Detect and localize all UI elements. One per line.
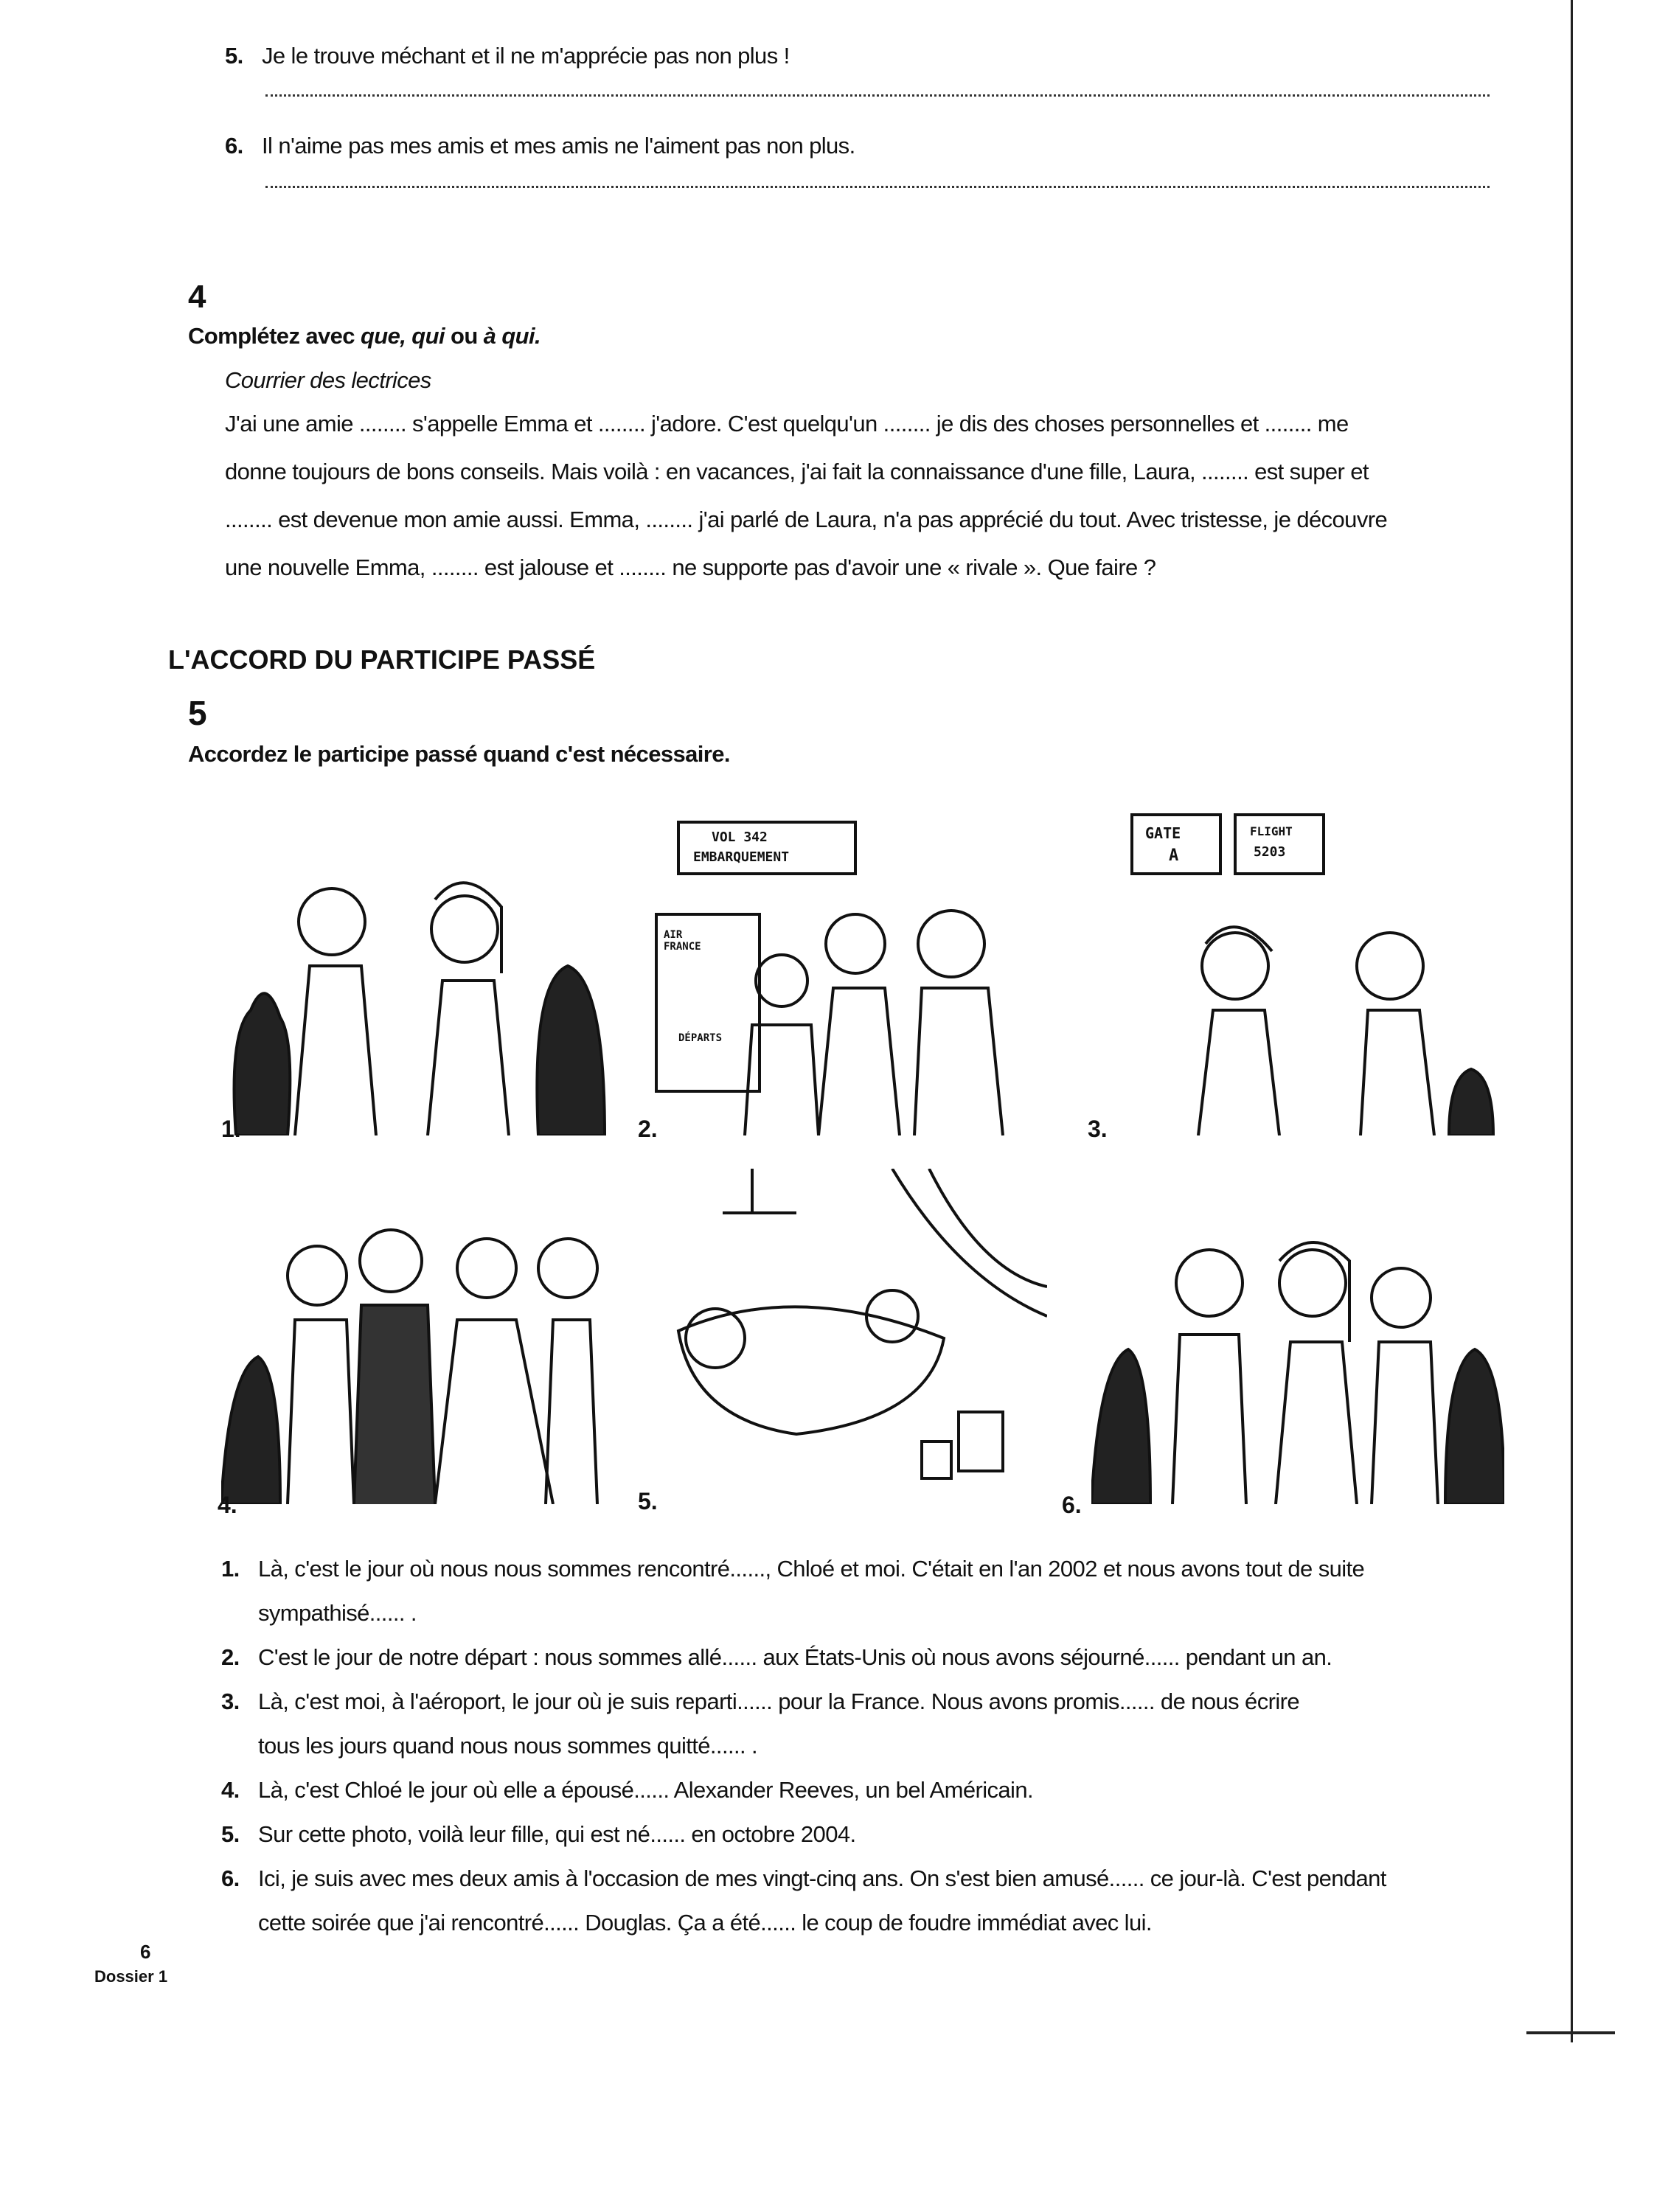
exercise-item <box>221 1768 1386 1812</box>
sign-text: GATE <box>1145 824 1181 842</box>
exercise-item-continued: cette soirée que j'ai rencontré...... Douglas. Ça a été...... le coup de foudre immédiat avec lui. <box>258 1910 1152 1935</box>
exercise-item <box>221 1547 1386 1591</box>
instruction-text: ou <box>444 323 484 349</box>
item-text: C'est le jour de notre départ : nous sommes allé...... aux États-Unis où nous avons séjourné...... pendant un an. <box>258 1644 1332 1670</box>
item-number: 4. <box>221 1777 240 1803</box>
sign-text: DÉPARTS <box>678 1032 723 1044</box>
item-number: 6. <box>225 133 243 159</box>
item-text: Là, c'est le jour où nous nous sommes rencontré......, Chloé et moi. C'était en l'an 2002 et nous avons tout de suite <box>258 1556 1365 1582</box>
instruction-text: Complétez avec <box>188 323 361 349</box>
item-text: Là, c'est Chloé le jour où elle a épousé...... Alexander Reeves, un bel Américain. <box>258 1777 1033 1803</box>
exercise-5-items <box>221 1547 1386 1945</box>
paragraph-line: J'ai une amie ........ s'appelle Emma et ........ j'adore. C'est quelqu'un ........ je dis des choses personnelles et ........ me <box>225 411 1349 437</box>
exercise-item-continued: tous les jours quand nous nous sommes quitté...... . <box>258 1733 758 1759</box>
illustration-airport-gate <box>1088 796 1501 1142</box>
answer-line[interactable] <box>265 186 1490 188</box>
illustration-friends-meeting <box>221 848 619 1142</box>
item-number: 5. <box>225 43 243 69</box>
exercise-5-instruction: Accordez le participe passé quand c'est nécessaire. <box>188 741 730 767</box>
picture-label: 2. <box>638 1116 658 1142</box>
prev-item-5 <box>225 43 790 69</box>
item-text: Là, c'est moi, à l'aéroport, le jour où je suis reparti...... pour la France. Nous avons promis...... de nous écrire <box>258 1688 1299 1714</box>
item-text: Il n'aime pas mes amis et mes amis ne l'aiment pas non plus. <box>262 133 855 159</box>
illustration-birthday-friends <box>1062 1217 1504 1518</box>
paragraph-line: donne toujours de bons conseils. Mais voilà : en vacances, j'ai fait la connaissance d'une fille, Laura, ........ est super et <box>225 459 1369 484</box>
answer-line[interactable] <box>265 94 1490 97</box>
picture-label: 5. <box>638 1488 658 1514</box>
sign-text: VOL 342 <box>712 830 768 845</box>
item-number: 6. <box>221 1865 240 1891</box>
item-number: 5. <box>221 1821 240 1847</box>
exercise-item <box>221 1680 1386 1724</box>
exercise-item <box>221 1857 1386 1901</box>
prev-item-6 <box>225 133 855 159</box>
item-text: Sur cette photo, voilà leur fille, qui est né...... en octobre 2004. <box>258 1821 856 1847</box>
exercise-4-instruction <box>188 323 541 349</box>
item-number: 2. <box>221 1644 240 1670</box>
page-edge-base <box>1526 2031 1615 2034</box>
paragraph-line: une nouvelle Emma, ........ est jalouse et ........ ne supporte pas d'avoir une « rivale ». Que faire ? <box>225 554 1156 580</box>
section-title: L'ACCORD DU PARTICIPE PASSÉ <box>168 644 596 675</box>
page-edge-rule <box>1571 0 1573 2042</box>
sign-text: AIR FRANCE <box>664 929 701 953</box>
sign-text: FLIGHT <box>1250 824 1293 838</box>
picture-label: 1. <box>221 1116 241 1142</box>
dossier-label: Dossier 1 <box>94 1967 168 1986</box>
instruction-words: que, qui <box>360 323 445 349</box>
instruction-words: à qui. <box>483 323 541 349</box>
exercise-item-continued: sympathisé...... . <box>258 1600 417 1626</box>
sign-text: A <box>1169 846 1179 865</box>
picture-label: 4. <box>218 1492 237 1518</box>
sign-text: 5203 <box>1254 844 1286 860</box>
illustration-airport-departure <box>638 818 1047 1142</box>
exercise-item <box>221 1635 1386 1680</box>
page-number: 6 <box>140 1941 151 1963</box>
illustration-baby-cradle <box>638 1169 1047 1514</box>
item-number: 1. <box>221 1556 240 1582</box>
exercise-4-subtitle: Courrier des lectrices <box>225 367 431 393</box>
item-number: 3. <box>221 1688 240 1714</box>
sign-text: EMBARQUEMENT <box>693 849 790 865</box>
item-text: Ici, je suis avec mes deux amis à l'occasion de mes vingt-cinq ans. On s'est bien amusé...... ce jour-là. C'est pendant <box>258 1865 1386 1891</box>
exercise-item <box>221 1812 1386 1857</box>
paragraph-line: ........ est devenue mon amie aussi. Emma, ........ j'ai parlé de Laura, n'a pas apprécié du tout. Avec tristesse, je découvre <box>225 507 1388 532</box>
picture-label: 3. <box>1088 1116 1108 1142</box>
exercise-5-number: 5 <box>188 694 207 732</box>
picture-label: 6. <box>1062 1492 1082 1518</box>
item-text: Je le trouve méchant et il ne m'apprécie pas non plus ! <box>262 43 790 69</box>
exercise-4-number: 4 <box>188 279 206 315</box>
illustration-wedding <box>218 1209 634 1518</box>
